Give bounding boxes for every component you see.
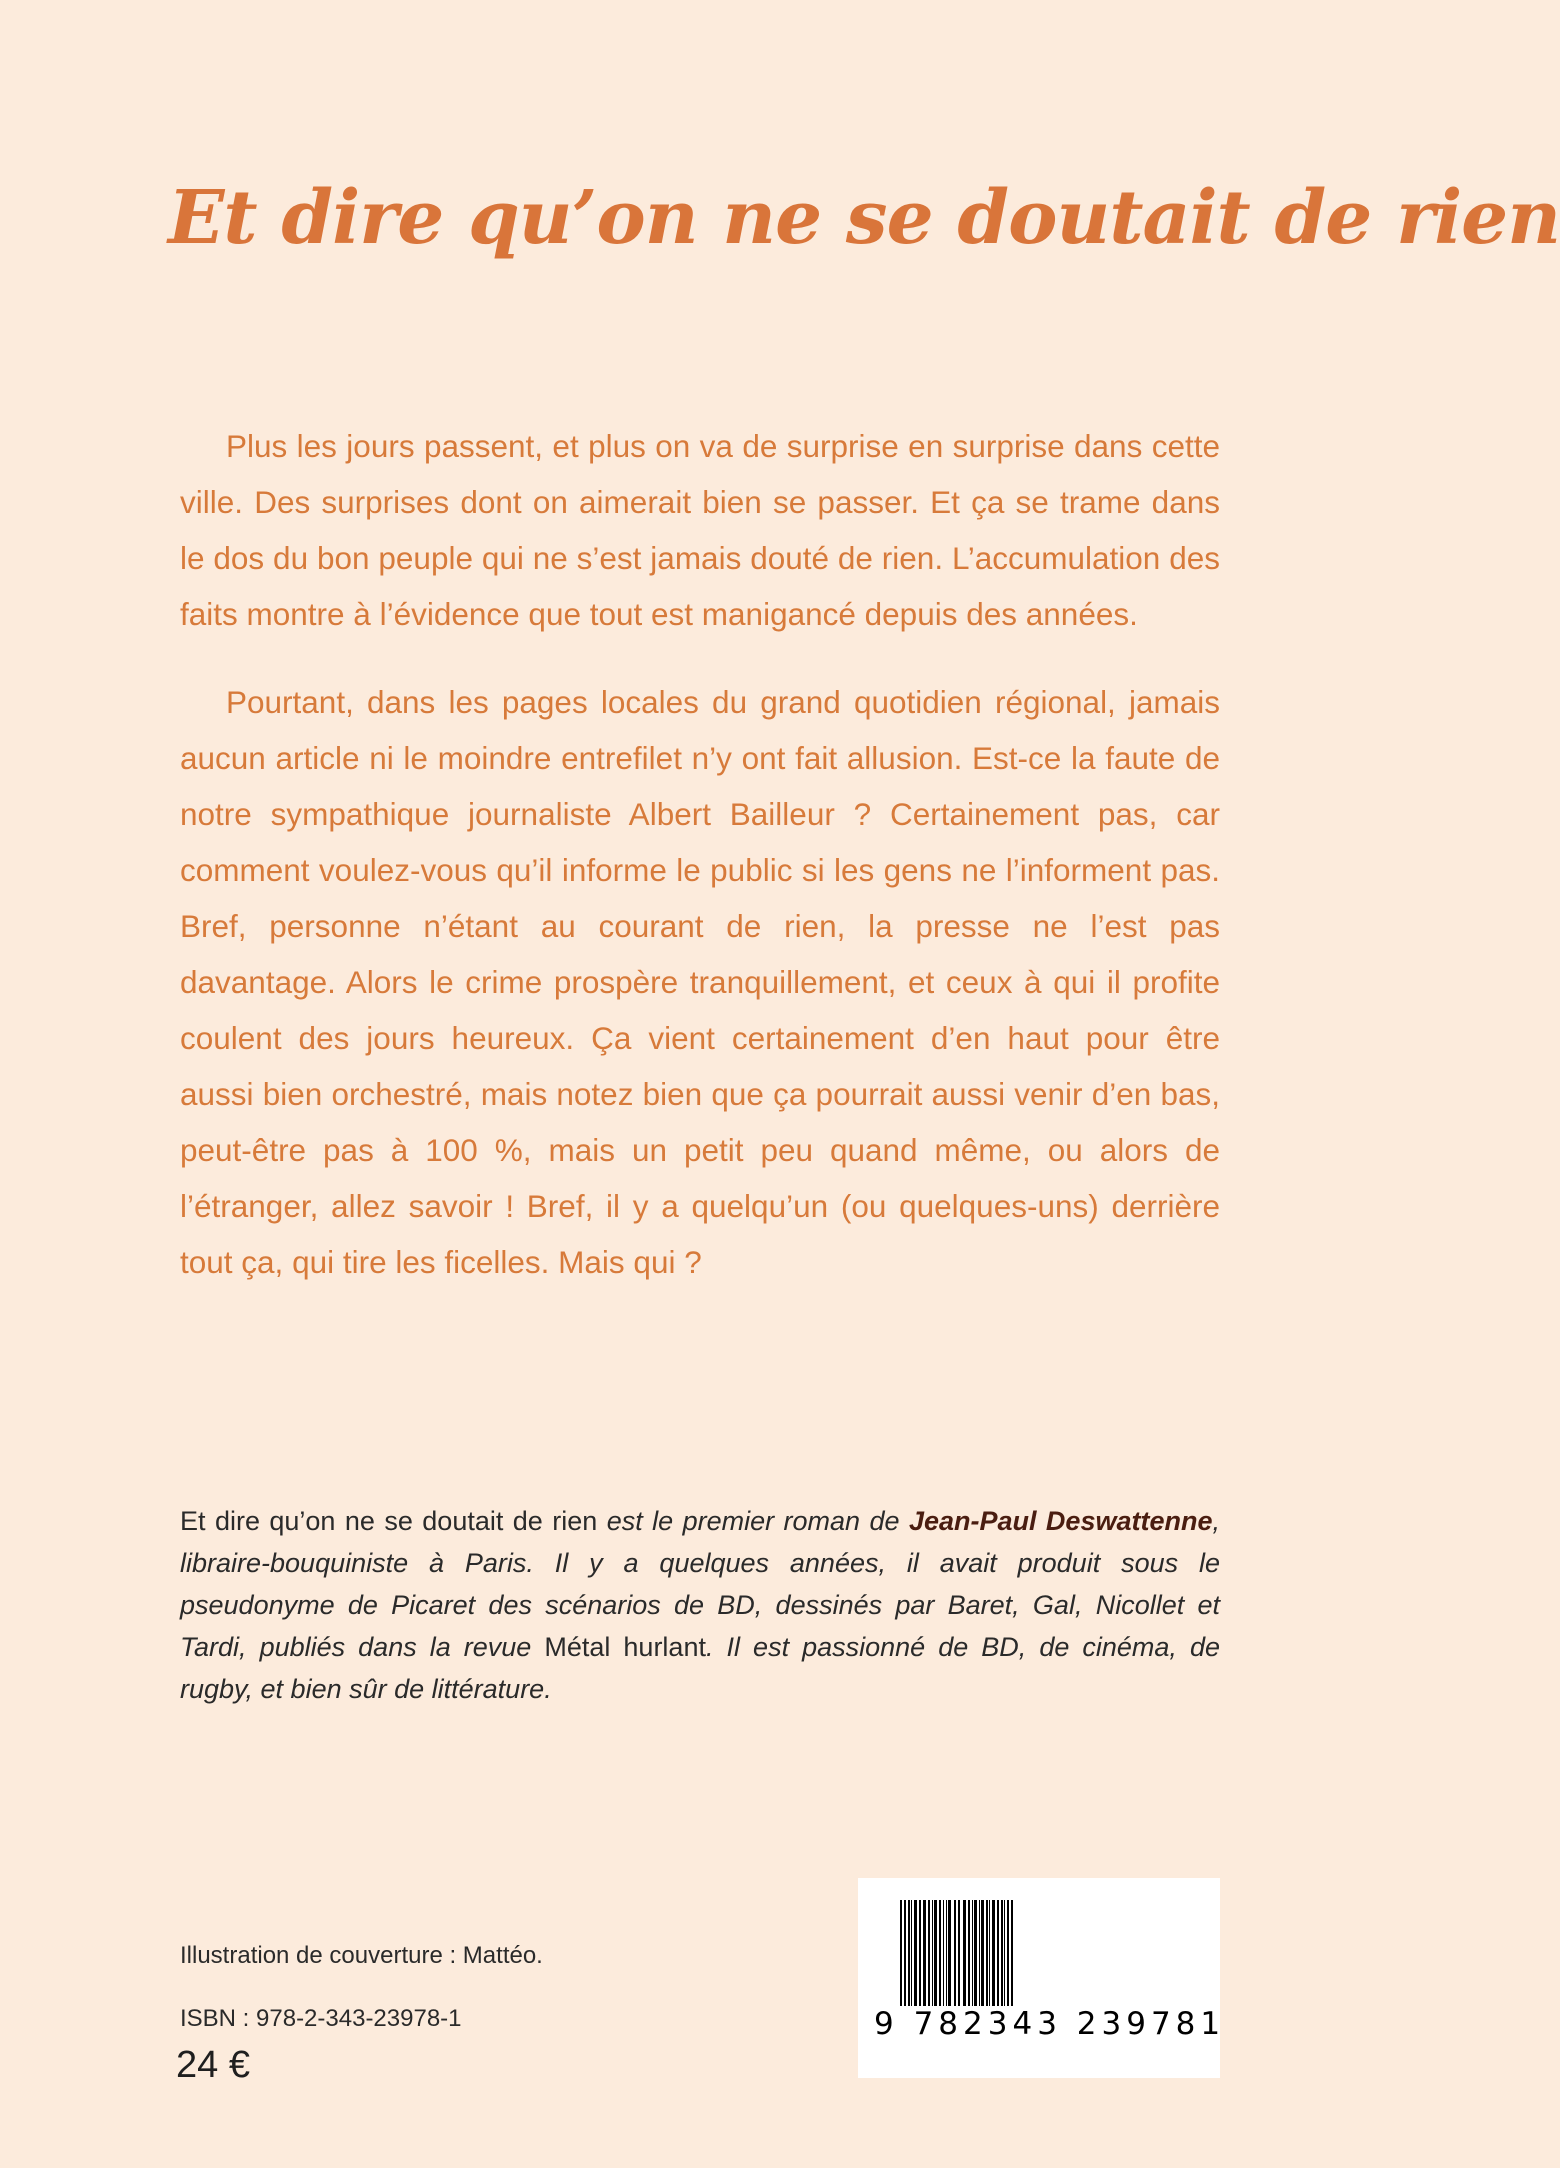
bio-text-1: est le premier roman de (597, 1506, 909, 1536)
cover-illustration-credit: Illustration de couverture : Mattéo. (180, 1942, 543, 1969)
isbn-label: ISBN : 978-2-343-23978-1 (180, 2005, 462, 2032)
blurb-paragraph-1: Plus les jours passent, et plus on va de surprise en surprise dans cette ville. Des surprises dont on aimerait bien se passer. Et ça se trame dans le dos du bon peuple qui ne s’est jamais douté de rien. L’accumulation des faits montre à l’évidence que tout est manigancé depuis des années. (180, 428, 1220, 632)
book-title: Et dire qu’on ne se doutait de rien (168, 175, 1560, 261)
back-cover-blurb (180, 418, 1220, 1322)
bio-text-3: . Il est passionné de BD, de cinéma, de rugby, et bien sûr de littérature. (180, 1632, 1220, 1704)
barcode (858, 1878, 1226, 2078)
bio-magazine: Métal hurlant (544, 1632, 706, 1662)
blurb-paragraph-2: Pourtant, dans les pages locales du grand quotidien régional, jamais aucun article ni le moindre entrefilet n’y ont fait allusion. Est-ce la faute de notre sympathique journaliste Albert Bailleur ? Certainement pas, car comment voulez-vous qu’il informe le public si les gens ne l’informent pas. Bref, personne n’étant au courant de rien, la presse ne l’est pas davantage. Alors le crime prospère tranquillement, et ceux à qui il profite coulent des jours heureux. Ça vient certainement d’en haut pour être aussi bien orchestré, mais notez bien que ça pourrait aussi venir d’en bas, peut-être pas à 100 %, mais un petit peu quand même, ou alors de l’étranger, allez savoir ! Bref, il y a quelqu’un (ou quelques-uns) derrière tout ça, qui tire les ficelles. Mais qui ? (180, 684, 1220, 1280)
barcode-bars (858, 1878, 1226, 2078)
bio-book-title: Et dire qu’on ne se doutait de rien (180, 1506, 598, 1536)
bio-text-2: , libraire-bouquiniste à Paris. Il y a quelques années, il avait produit sous le pseudonyme de Picaret des scénarios de BD, dessinés par Baret, Gal, Nicollet et Tardi, publiés dans la revue (180, 1506, 1220, 1662)
bio-author-name: Jean-Paul Deswattenne (908, 1506, 1213, 1536)
price-label: 24 € (176, 2044, 250, 2086)
barcode-number: 9 782343 239781 (874, 2006, 1226, 2042)
author-bio (180, 1500, 1220, 1710)
